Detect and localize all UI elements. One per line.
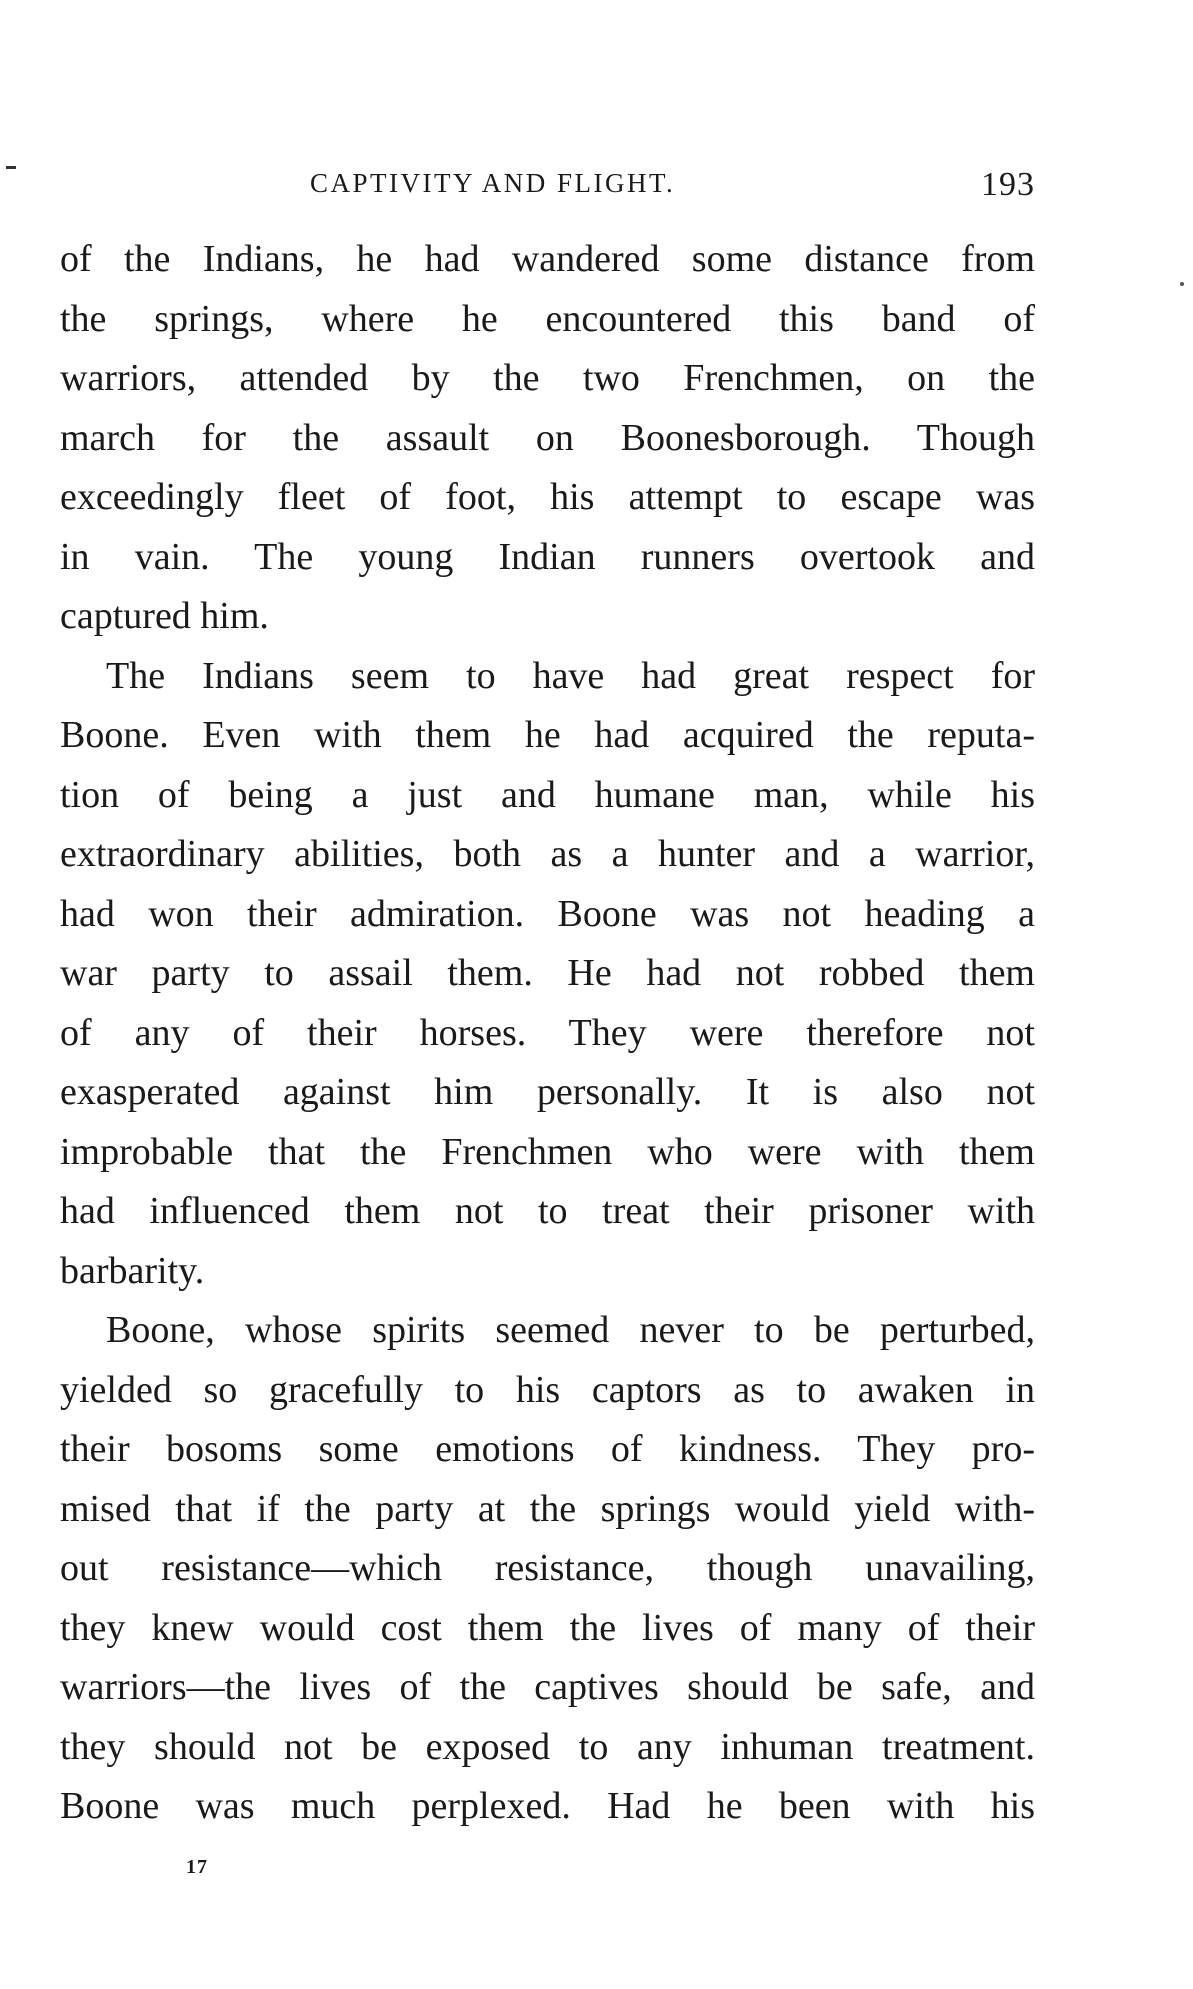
text-line: warriors, attended by the two Frenchmen, on the [60, 357, 1035, 399]
text-line: out resistance—which resistance, though unavailing, [60, 1547, 1035, 1589]
text-line: Boone, whose spirits seemed never to be perturbed, [106, 1309, 1035, 1351]
text-line: they knew would cost them the lives of many of their [60, 1606, 1035, 1649]
text-line: of the Indians, he had wandered some distance from [60, 238, 1035, 280]
scan-edge-dot [1180, 282, 1184, 286]
text-line: captured him. [60, 595, 269, 637]
text-line: mised that if the party at the springs would yield with- [60, 1487, 1035, 1530]
text-line: march for the assault on Boonesborough. Though [60, 416, 1035, 459]
text-line: exasperated against him personally. It is also not [60, 1071, 1035, 1113]
text-line: exceedingly fleet of foot, his attempt to escape was [60, 476, 1035, 518]
text-line: in vain. The young Indian runners overtook and [60, 535, 1035, 578]
text-line: The Indians seem to have had great respect for [106, 654, 1035, 697]
text-line: tion of being a just and humane man, while his [60, 773, 1035, 816]
text-line: of any of their horses. They were therefore not [60, 1011, 1035, 1054]
text-line: extraordinary abilities, both as a hunter and a warrior, [60, 833, 1035, 875]
text-line: had influenced them not to treat their prisoner with [60, 1190, 1035, 1232]
text-line: their bosoms some emotions of kindness. They pro- [60, 1428, 1035, 1470]
page-header [60, 168, 1035, 216]
text-line: yielded so gracefully to his captors as to awaken in [60, 1368, 1035, 1411]
text-line: improbable that the Frenchmen who were with them [60, 1130, 1035, 1173]
text-line: Boone was much perplexed. Had he been with his [60, 1785, 1035, 1827]
text-line: barbarity. [60, 1249, 205, 1292]
paragraph-2 [60, 647, 1035, 1302]
paragraph-1 [60, 230, 1035, 647]
paragraph-3 [60, 1301, 1035, 1837]
scan-edge-mark [6, 166, 16, 169]
signature-mark: 17 [186, 1856, 208, 1878]
page-number: 193 [981, 166, 1035, 203]
text-line: they should not be exposed to any inhuman treatment. [60, 1725, 1035, 1768]
text-line: war party to assail them. He had not robbed them [60, 952, 1035, 994]
text-line: the springs, where he encountered this band of [60, 297, 1035, 340]
text-line: warriors—the lives of the captives should be safe, and [60, 1666, 1035, 1708]
running-title: CAPTIVITY AND FLIGHT. [310, 168, 676, 198]
text-line: had won their admiration. Boone was not heading a [60, 892, 1035, 935]
text-line: Boone. Even with them he had acquired the reputa- [60, 714, 1035, 756]
body-text [60, 230, 1035, 1837]
